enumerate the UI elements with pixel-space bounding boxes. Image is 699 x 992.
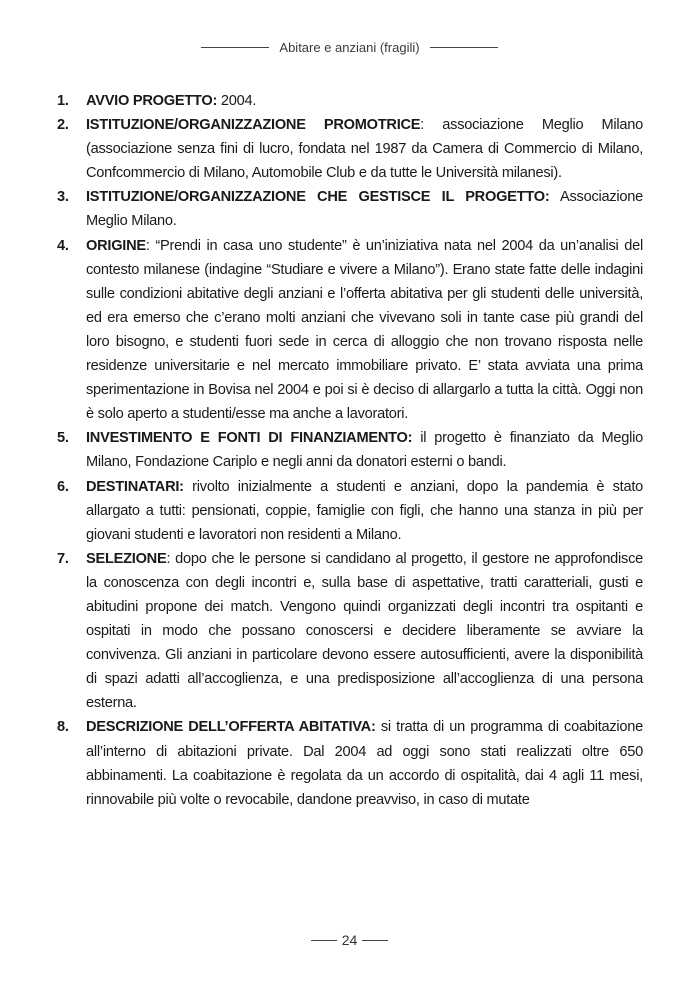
item-text: il progetto è finanziato da Meglio Milano, Fondazione Cariplo e negli anni da donatori esterni o bandi. bbox=[86, 430, 643, 471]
page-footer bbox=[0, 932, 699, 948]
item-label: AVVIO PROGETTO: bbox=[86, 93, 218, 109]
item-number: 4. bbox=[57, 237, 69, 254]
item-label: DESTINATARI: bbox=[86, 478, 184, 495]
document-body bbox=[57, 89, 643, 812]
item-text: si tratta di un programma di coabitazione all’interno di abitazioni private. Dal 2004 ad oggi sono stati realizzati oltre 650 abbinamenti. La coabitazione è regolata da un accordo di ospitalità, dai 4 agli 11 mesi, rinnovabile più volte o revocabile, dandone preavviso, in caso di mutate bbox=[86, 719, 643, 808]
item-number: 2. bbox=[57, 117, 69, 134]
item-label: SELEZIONE bbox=[86, 550, 167, 567]
item-text: rivolto inizialmente a studenti e anziani, dopo la pandemia è stato allargato a tutti: pensionati, coppie, famiglie con figli, che hanno una stanza in più per giovani studenti e lavoratori non residenti a Milano. bbox=[86, 478, 643, 543]
item-number: 8. bbox=[57, 719, 69, 736]
item-text: : associazione Meglio Milano (associazione senza fini di lucro, fondata nel 1987 da Camera di Commercio di Milano, Confcommercio di Milano, Automobile Club e da tutte le Università milanesi). bbox=[86, 117, 643, 182]
item-label: DESCRIZIONE DELL’OFFERTA ABITATIVA: bbox=[86, 719, 376, 736]
item-text: Associazione Meglio Milano. bbox=[86, 189, 643, 230]
list-item bbox=[57, 113, 643, 185]
footer-rule-right bbox=[362, 940, 388, 941]
item-label: ORIGINE bbox=[86, 237, 146, 254]
item-label: ISTITUZIONE/ORGANIZZAZIONE PROMOTRICE bbox=[86, 117, 421, 134]
item-label: INVESTIMENTO E FONTI DI FINANZIAMENTO: bbox=[86, 430, 413, 447]
list-item bbox=[57, 426, 643, 474]
running-header bbox=[0, 40, 699, 55]
list-item bbox=[57, 547, 643, 716]
item-text: : “Prendi in casa uno studente” è un’iniziativa nata nel 2004 da un’analisi del contesto milanese (indagine “Studiare e vivere a Milano”). Erano state fatte delle indagini sulle condizioni abitative degli anziani e l’offerta abitativa per gli studenti delle università, ed era emerso che c’erano molti anziani che vivevano soli in tante case più grandi del loro bisogno, e studenti fuori sede in cerca di alloggio che non trovano risposta nelle residenze universitarie e nel mercato immobiliare privato. E’ stata avviata una prima sperimentazione in Bovisa nel 2004 e poi si è deciso di allargarlo a tutta la città. Oggi non è solo aperto a studenti/esse ma anche a lavoratori. bbox=[86, 237, 643, 423]
footer-rule-left bbox=[311, 940, 337, 941]
list-item bbox=[57, 715, 643, 811]
item-number: 6. bbox=[57, 478, 69, 495]
item-text: : dopo che le persone si candidano al progetto, il gestore ne approfondisce la conoscenza con degli incontri e, sulla base di aspettative, tratti caratteriali, gusti e abitudini propone dei match. Vengono quindi organizzati degli incontri tra ospitanti e ospitati in modo che possano conoscersi e decidere liberamente se avviare la convivenza. Gli anziani in particolare devono essere autosufficienti, avere la disponibilità di spazi adatti all’accoglienza, e una predisposizione all’accoglienza di una persona esterna. bbox=[86, 550, 643, 712]
list-item bbox=[57, 234, 643, 427]
item-number: 1. bbox=[57, 93, 69, 109]
list-item bbox=[57, 185, 643, 233]
item-label: ISTITUZIONE/ORGANIZZAZIONE CHE GESTISCE IL PROGETTO: bbox=[86, 189, 550, 206]
header-rule-right bbox=[430, 47, 498, 48]
item-number: 5. bbox=[57, 430, 69, 447]
header-title: Abitare e anziani (fragili) bbox=[279, 40, 420, 55]
header-rule-left bbox=[201, 47, 269, 48]
page-number: 24 bbox=[341, 932, 358, 948]
item-number: 3. bbox=[57, 189, 69, 206]
list-item bbox=[57, 475, 643, 547]
item-number: 7. bbox=[57, 550, 69, 567]
list-item bbox=[57, 89, 643, 113]
item-text: 2004. bbox=[217, 93, 257, 109]
numbered-list bbox=[57, 89, 643, 812]
